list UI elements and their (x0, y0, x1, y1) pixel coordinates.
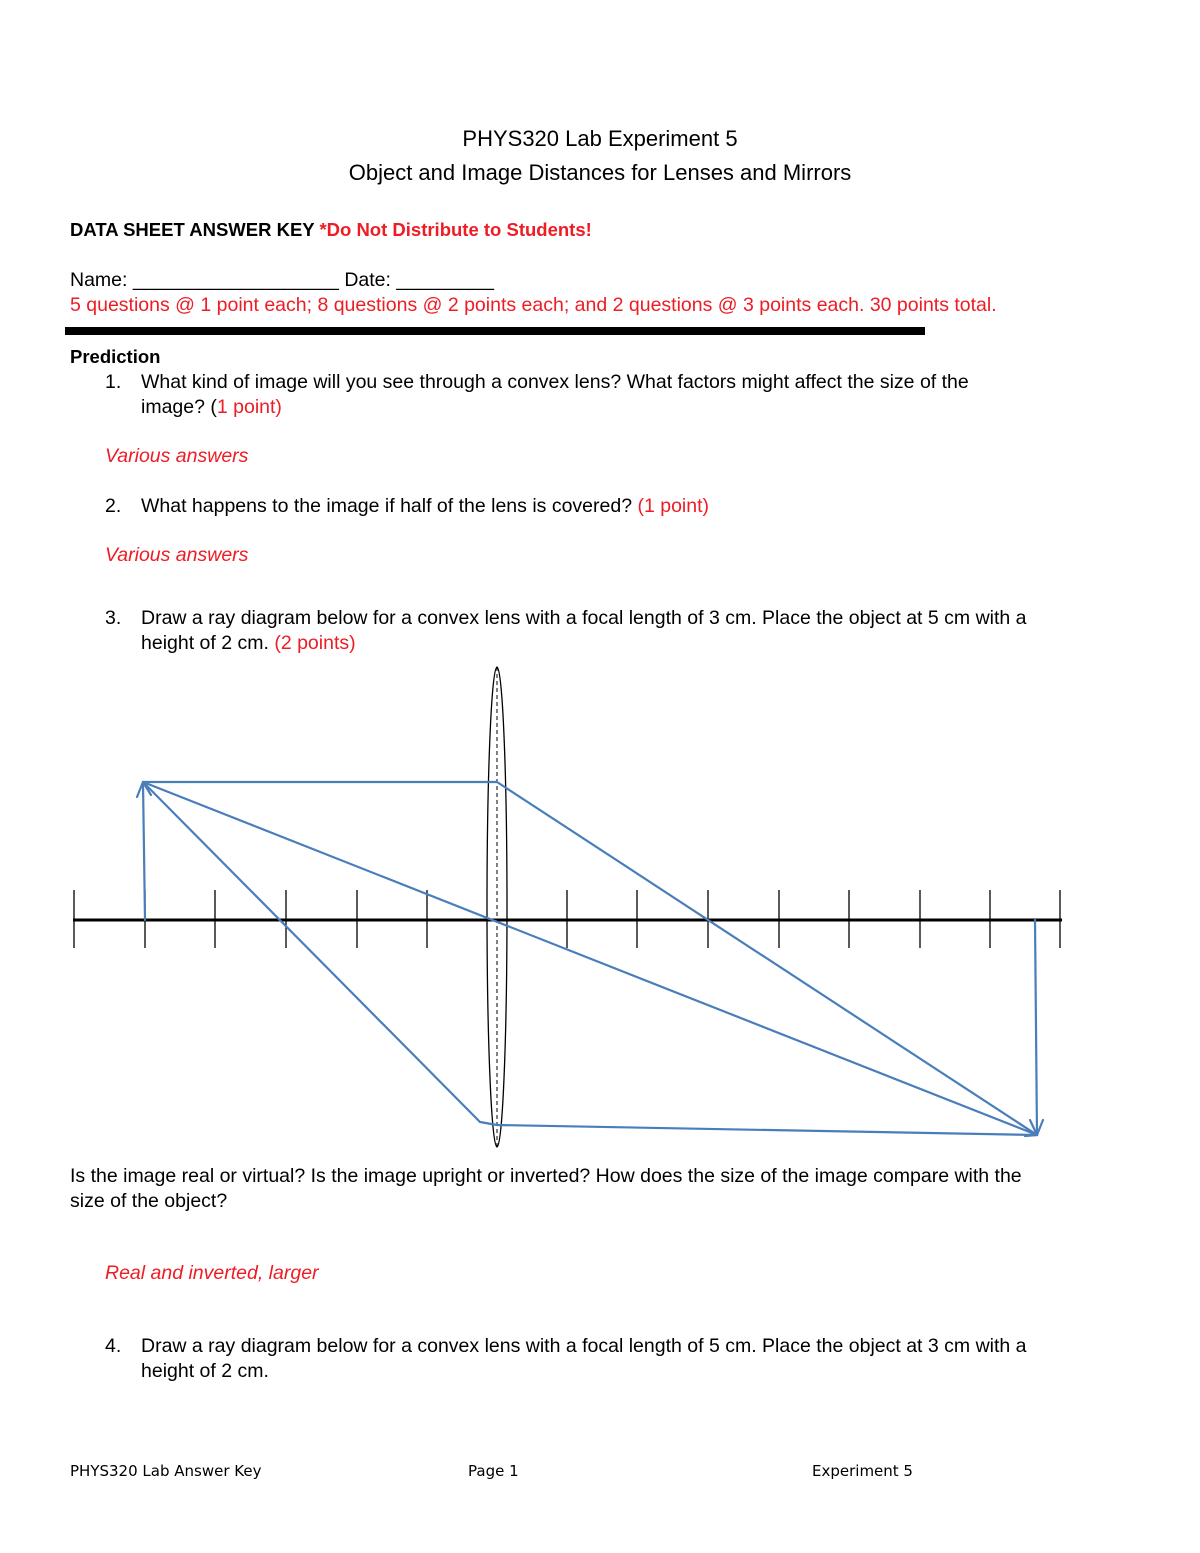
question-3-followup-line2: size of the object? (70, 1190, 228, 1212)
question-text: Draw a ray diagram below for a convex lens with a focal length of 3 cm. Place the object at 5 cm with a (141, 607, 1027, 629)
center-ray (143, 782, 1037, 1135)
question-1-line2: image? (1 point) (141, 396, 282, 418)
answer-3: Real and inverted, larger (105, 1262, 319, 1284)
name-date-line: Name: ___________________ Date: _________ (70, 269, 494, 291)
answer-key-warning: *Do Not Distribute to Students! (319, 219, 592, 240)
points-label: (2 points) (274, 632, 356, 654)
points-label: 1 point) (216, 396, 282, 418)
question-text: What kind of image will you see through a convex lens? What factors might affect the size of the (141, 371, 969, 393)
question-number: 3. (105, 607, 122, 629)
points-label: (1 point) (637, 495, 710, 517)
object-arrow (143, 782, 145, 920)
page-subtitle: Object and Image Distances for Lenses and Mirrors (348, 160, 852, 185)
footer-right: Experiment 5 (812, 1462, 913, 1480)
image-arrow (1035, 920, 1037, 1135)
question-3-line2: height of 2 cm. (2 points) (141, 632, 356, 654)
section-heading-prediction: Prediction (70, 346, 161, 367)
question-3-followup-line1: Is the image real or virtual? Is the image upright or inverted? How does the size of the image compare with the (70, 1165, 1022, 1187)
footer-page-number: Page 1 (468, 1462, 519, 1480)
answer-key-label: DATA SHEET ANSWER KEY (70, 219, 320, 240)
question-number: 4. (105, 1335, 122, 1357)
answer-2: Various answers (105, 544, 249, 566)
scoring-note: 5 questions @ 1 point each; 8 questions @ 2 points each; and 2 questions @ 3 points each. 30 points total. (70, 294, 997, 316)
footer-left: PHYS320 Lab Answer Key (70, 1462, 262, 1480)
question-text: What happens to the image if half of the lens is covered? (141, 495, 638, 517)
question-text: Draw a ray diagram below for a convex lens with a focal length of 5 cm. Place the object at 3 cm with a (141, 1335, 1027, 1357)
answer-1: Various answers (105, 445, 249, 467)
question-number: 1. (105, 371, 122, 393)
question-number: 2. (105, 495, 122, 517)
question-4-line2: height of 2 cm. (141, 1360, 269, 1382)
page-title: PHYS320 Lab Experiment 5 (462, 126, 738, 151)
question-4 (105, 1334, 1027, 1358)
